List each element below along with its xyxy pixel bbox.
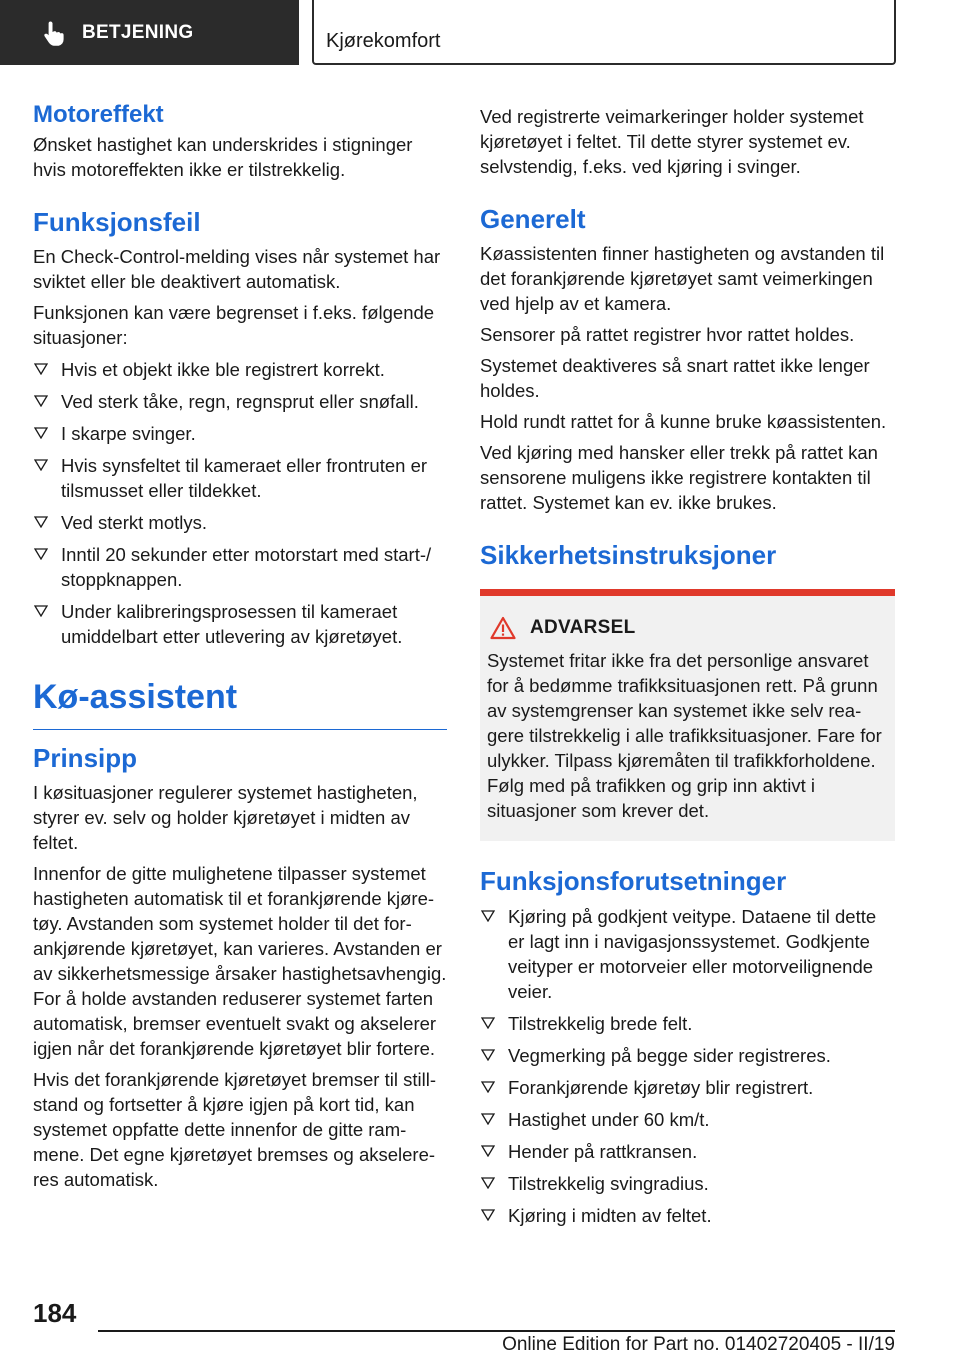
triangle-bullet-icon [34, 395, 48, 407]
warning-triangle-icon [490, 616, 516, 640]
footer-edition: Online Edition for Part no. 01402720405 - II/19 [502, 1334, 895, 1355]
list-item: Ved sterk tåke, regn, regnsprut eller snøfall. [33, 389, 447, 414]
paragraph: Innenfor de gitte mulighetene tilpasser systemet hastigheten automatisk til et forankjørende kjøretøy. Avstanden som systemet holder til det forankjørende kjøretøyet, kan varieres. Avstanden er av sikkerhetsmessige årsaker hastighetsavhengig. For å holde avstanden reduserer systemet farten automatisk, bremser eventuelt svakt og akselerer igjen når det forankjørende kjøretøyet blir fortere. [33, 863, 447, 1059]
triangle-bullet-icon [481, 1113, 495, 1125]
paragraph: Systemet deaktiveres så snart rattet ikke lenger holdes. [480, 355, 870, 401]
list-item: Kjøring på godkjent veitype. Dataene til dette er lagt inn i navigasjonssystemet. Godkjente veityper er motorveier eller motorveilignende veier. [480, 904, 895, 1004]
paragraph: Sensorer på rattet registrer hvor rattet holdes. [480, 324, 855, 345]
triangle-bullet-icon [34, 459, 48, 471]
heading-ko-assistent: Kø-assistent [33, 675, 447, 730]
page-number: 184 [33, 1298, 77, 1328]
warning-header [487, 616, 887, 640]
footer-watermark: www.carmanualsonline.info [735, 1360, 760, 1362]
warning-label: ADVARSEL [530, 617, 636, 638]
list-item: Under kalibreringsprosessen til kameraet umiddelbart etter utlevering av kjøretøyet. [33, 599, 447, 649]
list-item: Kjøring i midten av feltet. [480, 1203, 895, 1228]
list-item: Hender på rattkransen. [480, 1139, 895, 1164]
triangle-bullet-icon [481, 1081, 495, 1093]
fault-list [33, 357, 447, 649]
list-item: Hvis synsfeltet til kameraet eller frontruten er tilsmusset eller tildekket. [33, 453, 447, 503]
triangle-bullet-icon [34, 516, 48, 528]
list-item: I skarpe svinger. [33, 421, 447, 446]
list-item: Ved sterkt motlys. [33, 510, 447, 535]
paragraph: Funksjonen kan være begrenset i f.eks. følgende situasjoner: [33, 302, 435, 348]
list-item: Inntil 20 sekunder etter motorstart med start-/ stoppknappen. [33, 542, 447, 592]
paragraph: Ved kjøring med hansker eller trekk på rattet kan sensorene muligens ikke registrere kontakten til rattet. Systemet kan ev. ikke brukes. [480, 442, 878, 513]
left-column [33, 100, 447, 1192]
heading-motoreffekt: Motoreffekt [33, 101, 164, 128]
paragraph: Hold rundt rattet for å kunne bruke køassistenten. [480, 411, 887, 432]
paragraph: I køsituasjoner regulerer systemet hastigheten, styrer ev. selv og holder kjøretøyet i midten av feltet. [33, 782, 418, 853]
chapter-tab [0, 0, 299, 65]
list-item: Tilstrekkelig svingradius. [480, 1171, 895, 1196]
triangle-bullet-icon [34, 363, 48, 375]
section-tab [312, 0, 896, 65]
paragraph: Ønsket hastighet kan underskrides i stigninger hvis motoreffekten ikke er tilstrekkelig. [33, 134, 413, 180]
right-column [480, 100, 895, 1228]
triangle-bullet-icon [481, 1017, 495, 1029]
triangle-bullet-icon [481, 1049, 495, 1061]
triangle-bullet-icon [481, 1209, 495, 1221]
list-item: Vegmerking på begge sider registreres. [480, 1043, 895, 1068]
triangle-bullet-icon [34, 605, 48, 617]
paragraph: En Check-Control-melding vises når systemet har sviktet eller ble deaktivert automatisk. [33, 246, 441, 292]
warning-box [480, 589, 895, 841]
section-label: Kjørekomfort [326, 30, 441, 52]
paragraph: Køassistenten finner hastigheten og avstanden til det forankjørende kjøretøyet samt veimerkingen ved hjelp av et kamera. [480, 243, 885, 314]
heading-sikkerhetsinstruksjoner: Sikkerhetsinstruksjoner [480, 540, 777, 570]
triangle-bullet-icon [34, 548, 48, 560]
footer-divider [98, 1330, 895, 1332]
list-item: Hvis et objekt ikke ble registrert korrekt. [33, 357, 447, 382]
triangle-bullet-icon [481, 1177, 495, 1189]
triangle-bullet-icon [481, 1145, 495, 1157]
triangle-bullet-icon [34, 427, 48, 439]
heading-generelt: Generelt [480, 204, 586, 234]
list-item: Hastighet under 60 km/t. [480, 1107, 895, 1132]
triangle-bullet-icon [481, 910, 495, 922]
hand-pointer-icon [40, 19, 68, 47]
chapter-label: BETJENING [82, 21, 194, 43]
list-item: Tilstrekkelig brede felt. [480, 1011, 895, 1036]
heading-funksjonsfeil: Funksjonsfeil [33, 207, 201, 237]
heading-funksjonsforutsetninger: Funksjonsforutsetninger [480, 866, 787, 896]
heading-prinsipp: Prinsipp [33, 743, 138, 773]
requirements-list [480, 904, 895, 1228]
list-item: Forankjørende kjøretøy blir registrert. [480, 1075, 895, 1100]
warning-text: Systemet fritar ikke fra det personlige ansvaret for å bedømme trafikksituasjonen rett. På grunn av systemgrenser kan systemet ikke selv reagere tilstrekkelig i alle trafikksituasjoner. Fare for ulykker. Tilpass kjøremåten til trafikkforholdene. Følg med på trafikken og grip inn aktivt i situasjoner som krever det. [487, 650, 882, 821]
paragraph: Hvis det forankjørende kjøretøyet bremser til stillstand og fortsetter å kjøre igjen på kort tid, kan systemet oppfatte dette innenfor de gitte rammene. Det egne kjøretøyet bremses og akselereres automatisk. [33, 1069, 437, 1190]
paragraph: Ved registrerte veimarkeringer holder systemet kjøretøyet i feltet. Til dette styrer systemet ev. selvstendig, f.eks. ved kjøring i svinger. [480, 106, 864, 177]
